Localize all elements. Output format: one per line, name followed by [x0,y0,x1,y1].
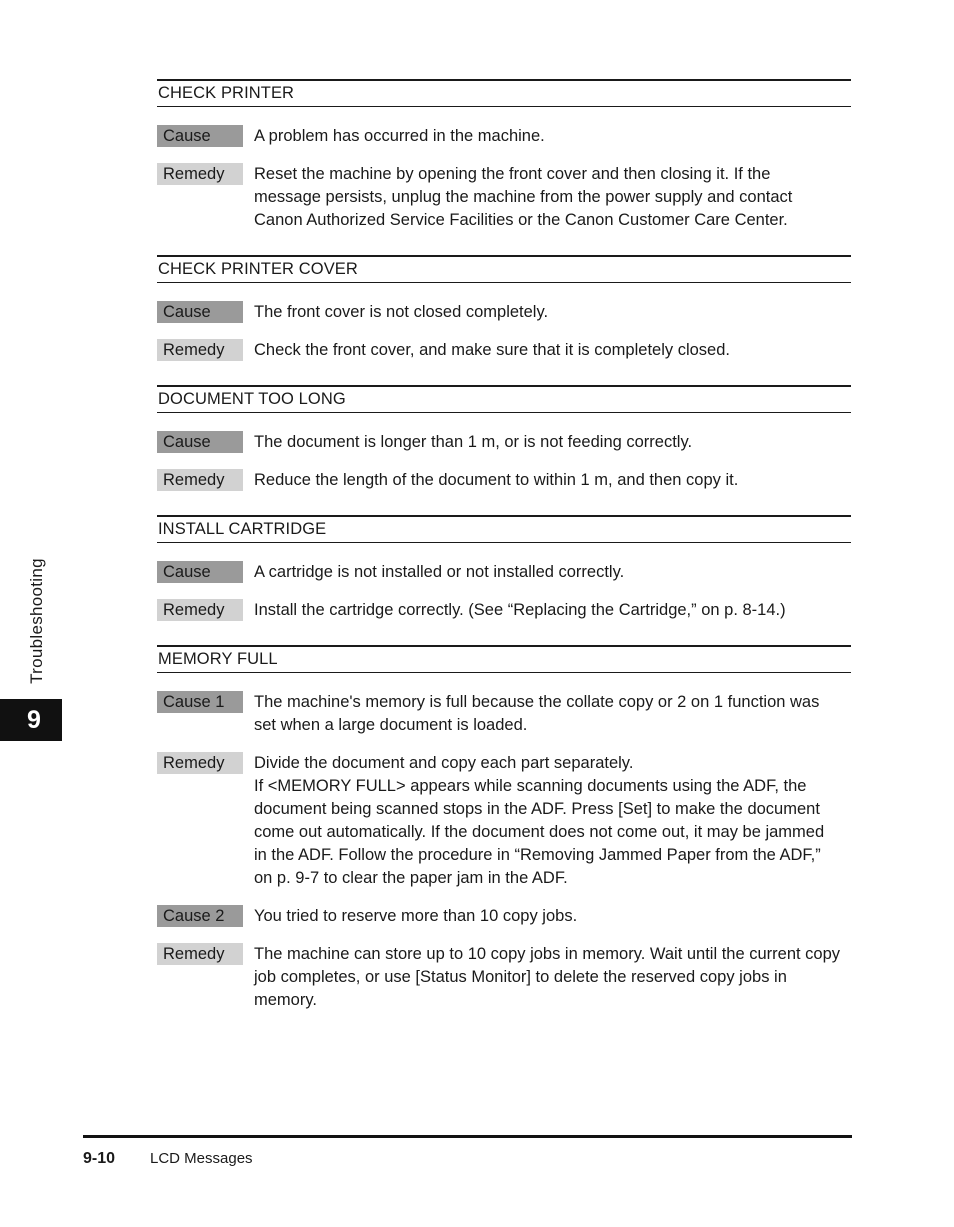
cause-tag: Cause [157,561,243,583]
message-title: MEMORY FULL [157,645,851,673]
remedy-entry [157,339,851,362]
cause-text [254,561,851,584]
message-entries [157,413,851,492]
message-entries [157,107,851,232]
cause-text [254,431,851,454]
text-line: set when a large document is loaded. [254,716,528,734]
text-line: The document is longer than 1 m, or is not feeding correctly. [254,433,693,451]
page-number: 9-10 [83,1150,116,1167]
cause-tag: Cause [157,301,243,323]
message-section [157,255,851,362]
cause-entry [157,125,851,148]
text-line: The machine's memory is full because the collate copy or 2 on 1 function was [254,693,820,711]
text-line: message persists, unplug the machine from the power supply and contact [254,188,793,206]
text-line: Reduce the length of the document to within 1 m, and then copy it. [254,471,739,489]
cause-entry [157,561,851,584]
message-title: CHECK PRINTER [157,79,851,107]
remedy-tag: Remedy [157,163,243,185]
text-line: The front cover is not closed completely. [254,303,549,321]
text-line: Divide the document and copy each part separately. [254,754,634,772]
cause-tag: Cause [157,431,243,453]
text-line: A problem has occurred in the machine. [254,127,545,145]
message-section [157,645,851,1012]
text-line: in the ADF. Follow the procedure in “Removing Jammed Paper from the ADF,” [254,846,821,864]
cause-tag: Cause 2 [157,905,243,927]
remedy-entry [157,752,851,890]
cause-entry [157,691,851,737]
remedy-text [254,339,851,362]
cause-text [254,301,851,324]
remedy-entry [157,469,851,492]
text-line: come out automatically. If the document does not come out, it may be jammed [254,823,825,841]
message-entries [157,283,851,362]
cause-tag: Cause [157,125,243,147]
remedy-tag: Remedy [157,943,243,965]
cause-text [254,905,851,928]
message-entries [157,673,851,1012]
remedy-entry [157,163,851,232]
message-section [157,385,851,492]
text-line: You tried to reserve more than 10 copy jobs. [254,907,578,925]
remedy-text [254,469,851,492]
message-title: DOCUMENT TOO LONG [157,385,851,413]
text-line: memory. [254,991,317,1009]
cause-entry [157,905,851,928]
footer-rule [83,1135,852,1138]
remedy-text [254,599,851,622]
footer-title: LCD Messages [150,1150,253,1167]
remedy-entry [157,943,851,1012]
message-section [157,79,851,232]
message-section [157,515,851,622]
text-line: job completes, or use [Status Monitor] to delete the reserved copy jobs in [254,968,787,986]
remedy-tag: Remedy [157,339,243,361]
text-line: Install the cartridge correctly. (See “Replacing the Cartridge,” on p. 8-14.) [254,601,786,619]
text-line: A cartridge is not installed or not installed correctly. [254,563,625,581]
chapter-number-tab: 9 [0,699,62,741]
cause-text [254,125,851,148]
text-line: Reset the machine by opening the front cover and then closing it. If the [254,165,771,183]
text-line: Check the front cover, and make sure that it is completely closed. [254,341,730,359]
cause-tag: Cause 1 [157,691,243,713]
remedy-tag: Remedy [157,752,243,774]
message-entries [157,543,851,622]
text-line: The machine can store up to 10 copy jobs in memory. Wait until the current copy [254,945,841,963]
message-list [157,79,851,1035]
text-line: If <MEMORY FULL> appears while scanning documents using the ADF, the [254,777,807,795]
chapter-name: Troubleshooting [27,558,46,684]
remedy-text [254,752,851,890]
cause-text [254,691,851,737]
remedy-text [254,163,851,232]
remedy-entry [157,599,851,622]
remedy-tag: Remedy [157,469,243,491]
message-title: CHECK PRINTER COVER [157,255,851,283]
remedy-tag: Remedy [157,599,243,621]
message-title: INSTALL CARTRIDGE [157,515,851,543]
chapter-side-label [26,552,48,690]
text-line: document being scanned stops in the ADF. Press [Set] to make the document [254,800,820,818]
cause-entry [157,301,851,324]
cause-entry [157,431,851,454]
text-line: on p. 9-7 to clear the paper jam in the ADF. [254,869,568,887]
text-line: Canon Authorized Service Facilities or the Canon Customer Care Center. [254,211,788,229]
remedy-text [254,943,851,1012]
